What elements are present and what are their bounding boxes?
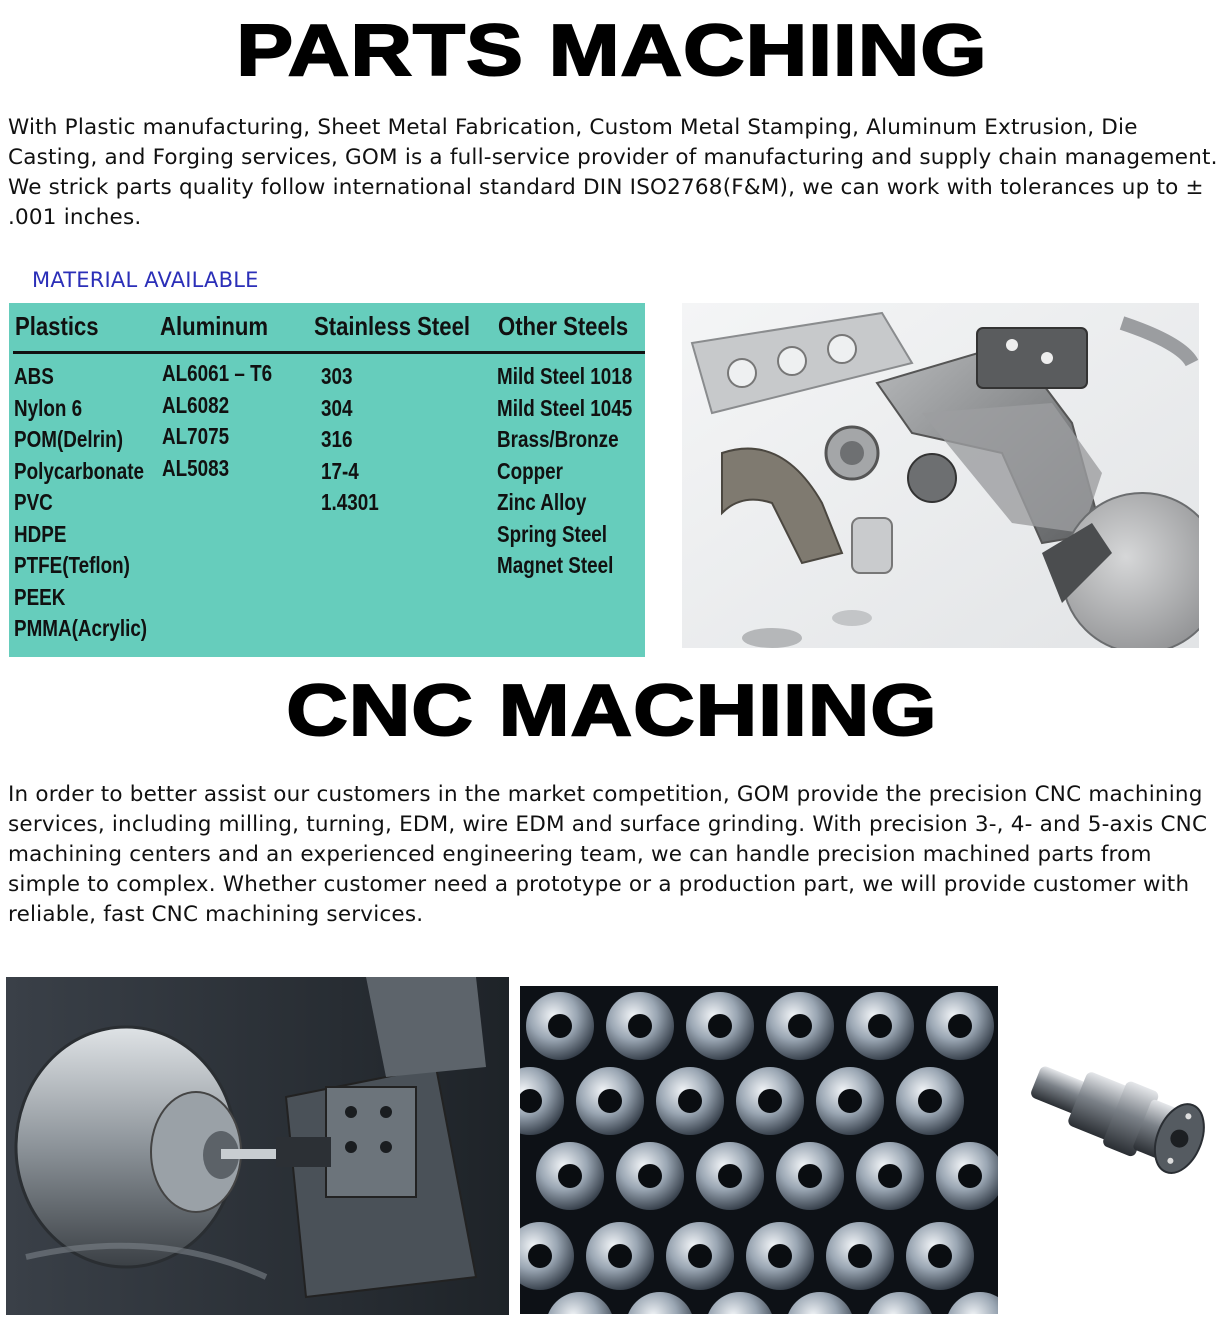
- header-divider: [13, 351, 645, 354]
- header-plastics: Plastics: [15, 311, 99, 341]
- list-item: PTFE(Teflon): [14, 552, 130, 578]
- header-stainless-steel: Stainless Steel: [314, 311, 471, 341]
- list-item: AL5083: [162, 454, 230, 481]
- list-item: Nylon 6: [14, 394, 83, 421]
- parts-machining-title: PARTS MACHIING: [236, 11, 988, 91]
- cnc-lathe-photo: [6, 977, 509, 1315]
- list-item: 316: [321, 426, 353, 452]
- parts-machining-paragraph: With Plastic manufacturing, Sheet Metal Fabrication, Custom Metal Stamping, Aluminum Extrusion, Die Casting, and Forging services, GOM is a full-service provider of manufacturing and supply chain management. We strick parts quality follow international standard DIN ISO2768(F&M), we can work with tolerances up to ± .001 inches.: [8, 115, 1218, 230]
- header-other-steels: Other Steels: [498, 311, 629, 341]
- list-item: AL6061 – T6: [162, 360, 273, 386]
- list-item: PEEK: [14, 583, 66, 610]
- list-item: Brass/Bronze: [497, 426, 619, 452]
- list-item: 1.4301: [321, 489, 379, 515]
- list-item: 17-4: [321, 457, 359, 484]
- list-item: AL7075: [162, 423, 230, 449]
- list-item: 304: [321, 394, 353, 421]
- aluminum-column: [162, 358, 272, 484]
- list-item: Magnet Steel: [497, 552, 614, 578]
- machined-parts-photo: [682, 303, 1199, 648]
- material-table: [9, 303, 645, 657]
- list-item: Copper: [497, 457, 564, 484]
- machined-rings-photo: [520, 986, 998, 1314]
- precision-shaft-photo: [1018, 1057, 1224, 1177]
- list-item: PVC: [14, 489, 53, 515]
- list-item: POM(Delrin): [14, 426, 123, 452]
- other-steels-column: [497, 361, 632, 582]
- list-item: 303: [321, 363, 353, 389]
- list-item: HDPE: [14, 520, 67, 547]
- cnc-machining-paragraph: In order to better assist our customers in the market competition, GOM provide the precision CNC machining services, including milling, turning, EDM, wire EDM and surface grinding. With precision 3-, 4- and 5-axis CNC machining centers and an experienced engineering team, we can handle precision machined parts from simple to complex. Whether customer need a prototype or a production part, we will provide customer with reliable, fast CNC machining services.: [8, 782, 1208, 927]
- list-item: Mild Steel 1045: [497, 394, 633, 421]
- list-item: PMMA(Acrylic): [14, 615, 148, 641]
- list-item: ABS: [14, 363, 54, 389]
- plastics-column: [14, 361, 147, 645]
- material-available-label: MATERIAL AVAILABLE: [32, 268, 259, 292]
- header-aluminum: Aluminum: [160, 311, 269, 341]
- list-item: Mild Steel 1018: [497, 363, 633, 389]
- list-item: Zinc Alloy: [497, 489, 587, 515]
- list-item: AL6082: [162, 391, 230, 418]
- stainless-column: [321, 361, 379, 519]
- list-item: Polycarbonate: [14, 457, 144, 484]
- cnc-machining-title: CNC MACHIING: [286, 671, 938, 751]
- list-item: Spring Steel: [497, 520, 608, 547]
